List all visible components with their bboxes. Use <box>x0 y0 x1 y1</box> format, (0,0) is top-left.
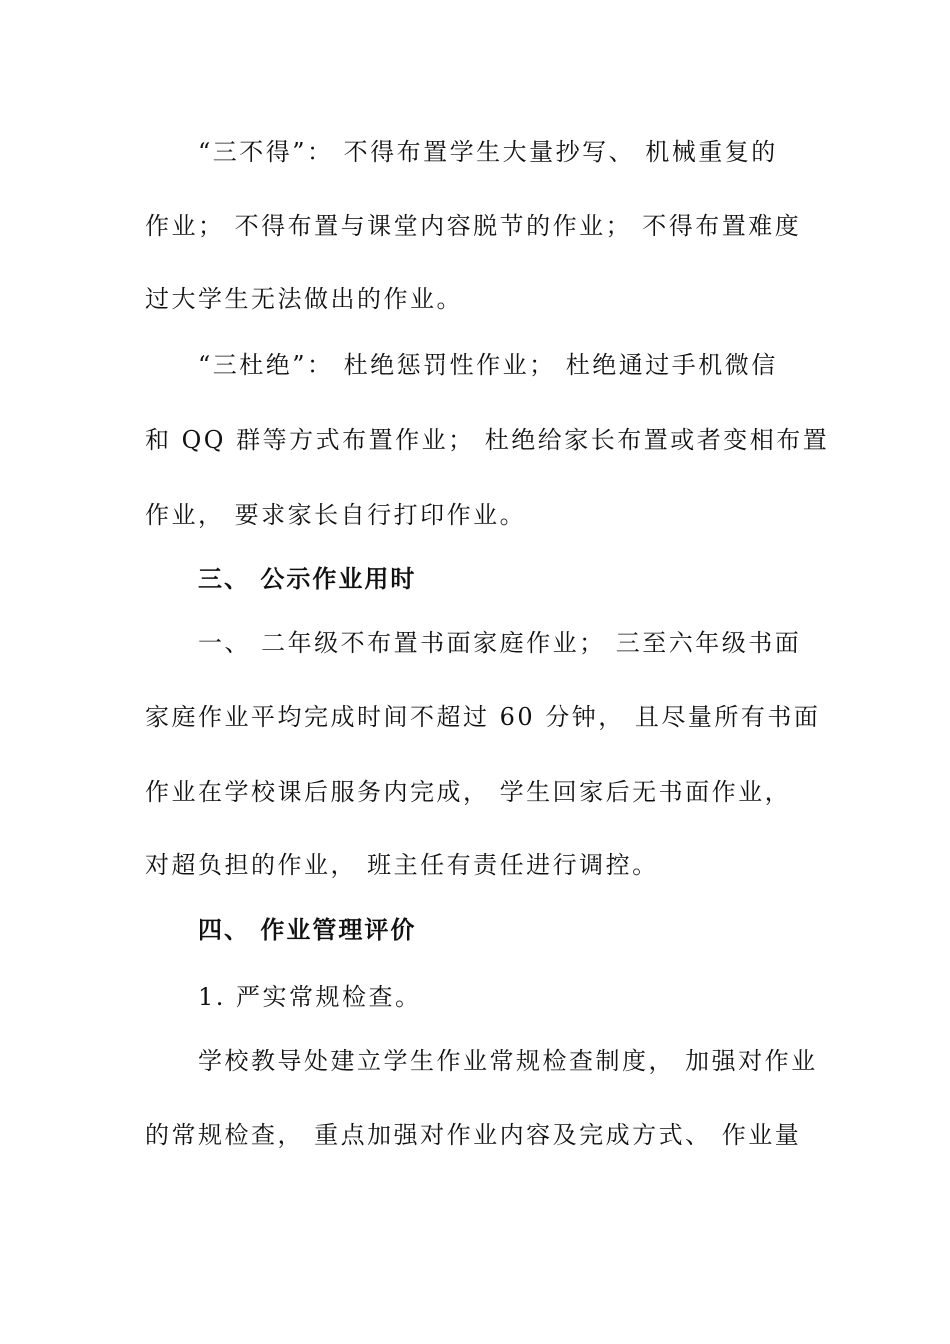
paragraph-homework-time-line-2: 家庭作业平均完成时间不超过 60 分钟， 且尽量所有书面 <box>145 703 821 731</box>
paragraph-inspection-line-2: 的常规检查， 重点加强对作业内容及完成方式、 作业量 <box>145 1121 802 1149</box>
paragraph-three-eliminations-line-2: 和 QQ 群等方式布置作业； 杜绝给家长布置或者变相布置 <box>145 426 830 454</box>
paragraph-three-eliminations-line-3: 作业， 要求家长自行打印作业。 <box>145 501 527 529</box>
paragraph-homework-time-line-4: 对超负担的作业， 班主任有责任进行调控。 <box>145 851 659 879</box>
paragraph-homework-time-line-1: 一、 二年级不布置书面家庭作业； 三至六年级书面 <box>198 629 802 657</box>
paragraph-homework-time-line-3: 作业在学校课后服务内完成， 学生回家后无书面作业， <box>145 778 792 806</box>
paragraph-inspection-line-1: 学校教导处建立学生作业常规检查制度， 加强对作业 <box>198 1047 818 1075</box>
section-heading-4: 四、 作业管理评价 <box>198 916 417 944</box>
paragraph-three-eliminations-line-1: “三杜绝”： 杜绝惩罚性作业； 杜绝通过手机微信 <box>198 351 778 379</box>
subsection-heading-1: 1. 严实常规检查。 <box>198 983 422 1011</box>
paragraph-three-prohibitions-line-1: “三不得”： 不得布置学生大量抄写、 机械重复的 <box>198 138 778 166</box>
paragraph-three-prohibitions-line-2: 作业； 不得布置与课堂内容脱节的作业； 不得布置难度 <box>145 212 802 240</box>
paragraph-three-prohibitions-line-3: 过大学生无法做出的作业。 <box>145 285 463 313</box>
section-heading-3: 三、 公示作业用时 <box>198 565 417 593</box>
